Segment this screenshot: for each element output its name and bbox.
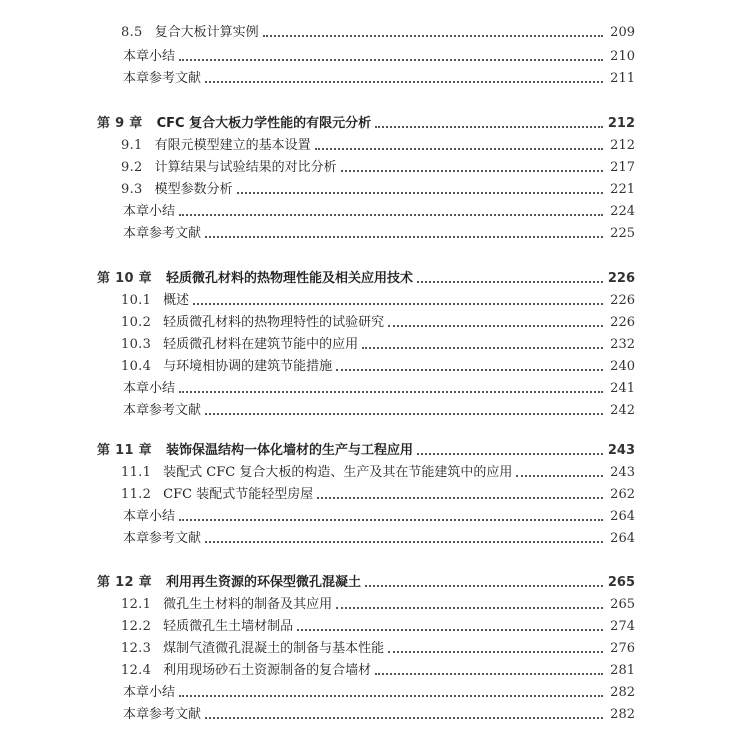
section-number: 10.1: [121, 293, 152, 308]
page-number: 212: [607, 116, 635, 131]
chapter-number: 第 10 章: [97, 271, 152, 286]
page-number: 224: [610, 204, 635, 219]
section-number: 10.3: [121, 337, 152, 352]
dot-leader: [375, 673, 603, 675]
section-title: 利用现场砂石土资源制备的复合墙材: [163, 663, 372, 678]
section-title: 煤制气渣微孔混凝土的制备与基本性能: [163, 641, 385, 656]
toc-entry-ch12-references[interactable]: [0, 700, 730, 722]
page-number: 265: [607, 575, 635, 590]
chapter-title: 轻质微孔材料的热物理性能及相关应用技术: [165, 271, 413, 286]
chapter-title: CFC 复合大板力学性能的有限元分析: [156, 116, 372, 131]
page-number: 262: [610, 487, 635, 502]
page-number: 226: [610, 315, 635, 330]
section-title: 复合大板计算实例: [154, 25, 259, 40]
section-title: 概述: [163, 293, 190, 308]
dot-leader: [417, 453, 603, 455]
chapter-title: 装饰保温结构一体化墙材的生产与工程应用: [165, 443, 413, 458]
dot-leader: [297, 629, 603, 631]
section-number: 9.1: [121, 138, 143, 153]
toc-entry-10-4[interactable]: [0, 352, 730, 374]
section-title: 与环境相协调的建筑节能措施: [163, 359, 333, 374]
toc-entry-8-5[interactable]: [0, 18, 730, 40]
page-number: 281: [610, 663, 635, 678]
toc-entry-12-1[interactable]: [0, 590, 730, 612]
section-title: 模型参数分析: [154, 182, 233, 197]
section-title: 轻质微孔材料的热物理特性的试验研究: [163, 315, 385, 330]
page-number: 211: [610, 71, 635, 86]
section-number: 10.4: [121, 359, 152, 374]
dot-leader: [388, 651, 603, 653]
dot-leader: [205, 541, 603, 543]
page-number: 217: [610, 160, 635, 175]
section-number: 12.4: [121, 663, 152, 678]
page-number: 209: [610, 25, 635, 40]
dot-leader: [336, 369, 603, 371]
dot-leader: [237, 192, 603, 194]
page-number: 240: [610, 359, 635, 374]
dot-leader: [362, 347, 603, 349]
page-number: 241: [610, 381, 635, 396]
page-number: 221: [610, 182, 635, 197]
section-title: 本章参考文献: [123, 71, 202, 86]
page-number: 282: [610, 685, 635, 700]
page-number: 232: [610, 337, 635, 352]
section-title: 轻质微孔生土墙材制品: [163, 619, 294, 634]
page-number: 243: [607, 443, 635, 458]
toc-entry-12-2[interactable]: [0, 612, 730, 634]
dot-leader: [179, 214, 603, 216]
dot-leader: [205, 413, 603, 415]
dot-leader: [179, 519, 603, 521]
section-title: 轻质微孔材料在建筑节能中的应用: [163, 337, 359, 352]
section-title: 微孔生土材料的制备及其应用: [163, 597, 333, 612]
section-number: 9.3: [121, 182, 143, 197]
page-number: 212: [610, 138, 635, 153]
toc-entry-11-1[interactable]: [0, 458, 730, 480]
chapter-number: 第 11 章: [97, 443, 152, 458]
toc-entry-ch10-summary[interactable]: [0, 374, 730, 396]
dot-leader: [205, 81, 603, 83]
page-number: 226: [607, 271, 635, 286]
section-title: 本章小结: [123, 509, 176, 524]
toc-entry-12-3[interactable]: [0, 634, 730, 656]
section-title: 有限元模型建立的基本设置: [154, 138, 311, 153]
section-number: 10.2: [121, 315, 152, 330]
toc-entry-ch11-references[interactable]: [0, 524, 730, 546]
page-number: 243: [610, 465, 635, 480]
chapter-title: 利用再生资源的环保型微孔混凝土: [165, 575, 361, 590]
toc-entry-ch11-summary[interactable]: [0, 502, 730, 524]
dot-leader: [315, 148, 603, 150]
toc-entry-10-3[interactable]: [0, 330, 730, 352]
chapter-number: 第 9 章: [97, 116, 143, 131]
page-number: 264: [610, 531, 635, 546]
section-title: 本章参考文献: [123, 531, 202, 546]
dot-leader: [205, 717, 603, 719]
dot-leader: [193, 303, 603, 305]
section-number: 9.2: [121, 160, 143, 175]
dot-leader: [341, 170, 603, 172]
page-number: 264: [610, 509, 635, 524]
toc-entry-ch10-references[interactable]: [0, 396, 730, 418]
toc-entry-10-2[interactable]: [0, 308, 730, 330]
page-number: 225: [610, 226, 635, 241]
dot-leader: [263, 35, 603, 37]
section-title: 本章参考文献: [123, 403, 202, 418]
toc-chapter-10[interactable]: [0, 264, 730, 286]
section-title: CFC 装配式节能轻型房屋: [163, 487, 314, 502]
toc-entry-10-1[interactable]: [0, 286, 730, 308]
section-number: 8.5: [121, 25, 143, 40]
toc-entry-ch8-summary[interactable]: [0, 42, 730, 64]
dot-leader: [336, 607, 603, 609]
dot-leader: [205, 236, 603, 238]
dot-leader: [179, 59, 603, 61]
dot-leader: [179, 695, 603, 697]
toc-entry-ch9-summary[interactable]: [0, 197, 730, 219]
page-number: 210: [610, 49, 635, 64]
section-number: 12.3: [121, 641, 152, 656]
dot-leader: [365, 585, 603, 587]
section-number: 11.1: [121, 465, 152, 480]
section-number: 12.1: [121, 597, 152, 612]
toc-entry-ch12-summary[interactable]: [0, 678, 730, 700]
section-title: 本章参考文献: [123, 226, 202, 241]
toc-entry-9-2[interactable]: [0, 153, 730, 175]
section-title: 本章小结: [123, 204, 176, 219]
toc-chapter-9[interactable]: [0, 109, 730, 131]
toc-entry-ch8-references[interactable]: [0, 64, 730, 86]
page-number: 282: [610, 707, 635, 722]
toc-chapter-12[interactable]: [0, 568, 730, 590]
section-title: 本章小结: [123, 685, 176, 700]
chapter-number: 第 12 章: [97, 575, 152, 590]
page-number: 242: [610, 403, 635, 418]
section-title: 本章小结: [123, 381, 176, 396]
section-title: 计算结果与试验结果的对比分析: [154, 160, 337, 175]
dot-leader: [375, 126, 603, 128]
toc-entry-ch9-references[interactable]: [0, 219, 730, 241]
section-title: 本章小结: [123, 49, 176, 64]
dot-leader: [516, 475, 603, 477]
toc-entry-9-1[interactable]: [0, 131, 730, 153]
page-number: 226: [610, 293, 635, 308]
dot-leader: [417, 281, 603, 283]
dot-leader: [388, 325, 603, 327]
page-number: 274: [610, 619, 635, 634]
section-number: 12.2: [121, 619, 152, 634]
section-number: 11.2: [121, 487, 152, 502]
section-title: 本章参考文献: [123, 707, 202, 722]
toc-entry-11-2[interactable]: [0, 480, 730, 502]
page-number: 276: [610, 641, 635, 656]
toc-entry-9-3[interactable]: [0, 175, 730, 197]
toc-chapter-11[interactable]: [0, 436, 730, 458]
toc-entry-12-4[interactable]: [0, 656, 730, 678]
dot-leader: [317, 497, 603, 499]
dot-leader: [179, 391, 603, 393]
section-title: 装配式 CFC 复合大板的构造、生产及其在节能建筑中的应用: [163, 465, 513, 480]
page-number: 265: [610, 597, 635, 612]
